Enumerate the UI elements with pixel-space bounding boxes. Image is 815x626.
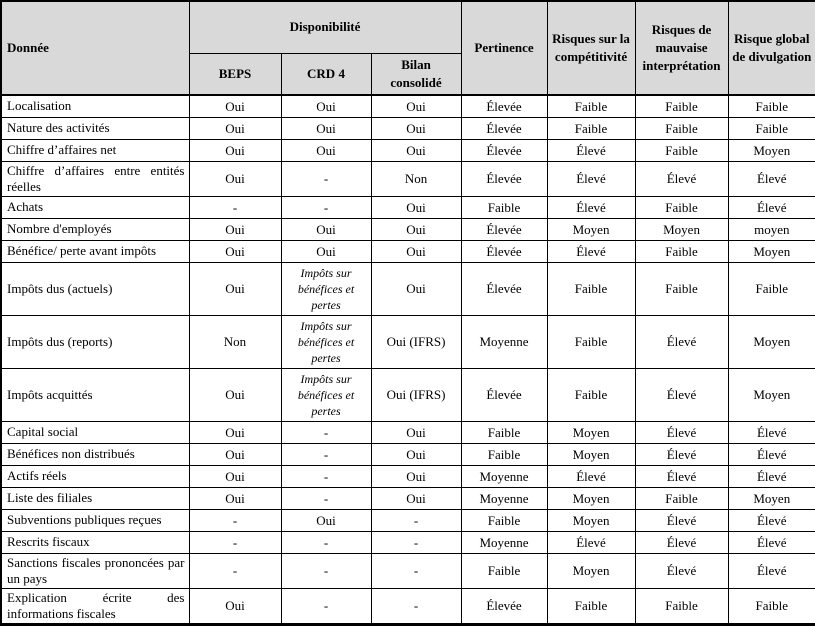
value-cell-competitivite: Moyen [547, 218, 635, 240]
value-cell-bilan: Oui [371, 443, 461, 465]
value-cell-beps: - [189, 531, 281, 553]
value-cell-global: Moyen [728, 487, 815, 509]
header-cell-pertinence: Pertinence [461, 1, 547, 95]
value-cell-competitivite: Faible [547, 588, 635, 624]
value-cell-beps: Oui [189, 95, 281, 118]
value-cell-competitivite: Élevé [547, 531, 635, 553]
value-cell-competitivite: Élevé [547, 139, 635, 161]
value-cell-competitivite: Élevé [547, 196, 635, 218]
value-cell-bilan: Oui [371, 421, 461, 443]
value-cell-competitivite: Moyen [547, 487, 635, 509]
value-cell-interpretation: Moyen [635, 218, 728, 240]
value-cell-pertinence: Élevée [461, 139, 547, 161]
value-cell-pertinence: Moyenne [461, 465, 547, 487]
value-cell-global: Faible [728, 588, 815, 624]
value-cell-beps: Oui [189, 262, 281, 315]
value-cell-pertinence: Élevée [461, 588, 547, 624]
value-cell-crd4: Oui [281, 117, 371, 139]
value-cell-beps: Oui [189, 465, 281, 487]
value-cell-bilan: Oui [371, 465, 461, 487]
table-body [1, 95, 815, 625]
row-label-cell: Chiffre d’affaires net [1, 139, 189, 161]
table-row [1, 240, 815, 262]
row-label-cell: Chiffre d’affaires entre entités réelles [1, 161, 189, 196]
value-cell-bilan: - [371, 588, 461, 624]
value-cell-pertinence: Moyenne [461, 531, 547, 553]
table-row [1, 139, 815, 161]
row-label-cell: Impôts dus (actuels) [1, 262, 189, 315]
value-cell-competitivite: Moyen [547, 509, 635, 531]
value-cell-bilan: Oui [371, 95, 461, 118]
row-label-cell: Liste des filiales [1, 487, 189, 509]
value-cell-beps: Oui [189, 443, 281, 465]
value-cell-pertinence: Élevée [461, 117, 547, 139]
row-label-cell: Sanctions fiscales prononcées par un pays [1, 553, 189, 588]
row-label-cell: Bénéfices non distribués [1, 443, 189, 465]
row-label-cell: Impôts dus (reports) [1, 315, 189, 368]
value-cell-crd4: - [281, 588, 371, 624]
table-row [1, 95, 815, 118]
value-cell-global: Élevé [728, 509, 815, 531]
table-row [1, 531, 815, 553]
value-cell-crd4: Oui [281, 95, 371, 118]
table-row [1, 487, 815, 509]
value-cell-global: Moyen [728, 368, 815, 421]
value-cell-interpretation: Élevé [635, 161, 728, 196]
value-cell-interpretation: Faible [635, 487, 728, 509]
row-label-cell: Actifs réels [1, 465, 189, 487]
value-cell-interpretation: Faible [635, 196, 728, 218]
value-cell-crd4: - [281, 421, 371, 443]
value-cell-beps: Oui [189, 139, 281, 161]
value-cell-interpretation: Élevé [635, 368, 728, 421]
value-cell-beps: Oui [189, 240, 281, 262]
value-cell-competitivite: Moyen [547, 421, 635, 443]
value-cell-interpretation: Élevé [635, 421, 728, 443]
table-row [1, 368, 815, 421]
value-cell-interpretation: Faible [635, 117, 728, 139]
row-label-cell: Capital social [1, 421, 189, 443]
value-cell-bilan: Oui [371, 262, 461, 315]
table-row [1, 161, 815, 196]
value-cell-competitivite: Moyen [547, 443, 635, 465]
table-row [1, 218, 815, 240]
value-cell-interpretation: Faible [635, 240, 728, 262]
header-cell-bilan-consolide: Bilan consolidé [371, 53, 461, 95]
table-row [1, 588, 815, 624]
table-row [1, 117, 815, 139]
value-cell-global: Élevé [728, 465, 815, 487]
header-cell-beps: BEPS [189, 53, 281, 95]
value-cell-competitivite: Faible [547, 117, 635, 139]
value-cell-interpretation: Élevé [635, 315, 728, 368]
value-cell-crd4: - [281, 487, 371, 509]
value-cell-interpretation: Élevé [635, 465, 728, 487]
value-cell-pertinence: Élevée [461, 161, 547, 196]
value-cell-global: Moyen [728, 139, 815, 161]
value-cell-beps: Non [189, 315, 281, 368]
value-cell-pertinence: Faible [461, 421, 547, 443]
value-cell-pertinence: Élevée [461, 262, 547, 315]
value-cell-beps: Oui [189, 588, 281, 624]
value-cell-beps: Oui [189, 421, 281, 443]
value-cell-interpretation: Faible [635, 262, 728, 315]
table-row [1, 196, 815, 218]
value-cell-pertinence: Moyenne [461, 315, 547, 368]
value-cell-interpretation: Élevé [635, 553, 728, 588]
value-cell-crd4: - [281, 196, 371, 218]
value-cell-crd4: Oui [281, 218, 371, 240]
value-cell-beps: Oui [189, 368, 281, 421]
value-cell-bilan: Oui (IFRS) [371, 315, 461, 368]
row-label-cell: Localisation [1, 95, 189, 118]
value-cell-beps: Oui [189, 487, 281, 509]
value-cell-global: Élevé [728, 553, 815, 588]
header-cell-risques-interpretation: Risques de mauvaise interprétation [635, 1, 728, 95]
table-row [1, 443, 815, 465]
value-cell-global: Moyen [728, 240, 815, 262]
value-cell-crd4: - [281, 553, 371, 588]
value-cell-bilan: Oui [371, 218, 461, 240]
table-row [1, 553, 815, 588]
row-label-cell: Explication écrite des informations fiscales [1, 588, 189, 624]
value-cell-bilan: Oui [371, 240, 461, 262]
value-cell-competitivite: Faible [547, 262, 635, 315]
value-cell-crd4: - [281, 161, 371, 196]
value-cell-pertinence: Élevée [461, 95, 547, 118]
value-cell-crd4: - [281, 443, 371, 465]
row-label-cell: Subventions publiques reçues [1, 509, 189, 531]
value-cell-beps: Oui [189, 218, 281, 240]
value-cell-bilan: - [371, 553, 461, 588]
value-cell-pertinence: Élevée [461, 368, 547, 421]
value-cell-crd4: Impôts sur bénéfices et pertes [281, 315, 371, 368]
value-cell-competitivite: Élevé [547, 240, 635, 262]
row-label-cell: Achats [1, 196, 189, 218]
value-cell-beps: - [189, 553, 281, 588]
value-cell-beps: - [189, 509, 281, 531]
row-label-cell: Bénéfice/ perte avant impôts [1, 240, 189, 262]
value-cell-beps: - [189, 196, 281, 218]
value-cell-crd4: - [281, 531, 371, 553]
value-cell-global: Élevé [728, 443, 815, 465]
value-cell-interpretation: Faible [635, 588, 728, 624]
table-row [1, 315, 815, 368]
value-cell-competitivite: Faible [547, 95, 635, 118]
row-label-cell: Rescrits fiscaux [1, 531, 189, 553]
table-row [1, 465, 815, 487]
value-cell-global: moyen [728, 218, 815, 240]
row-label-cell: Nature des activités [1, 117, 189, 139]
value-cell-global: Faible [728, 95, 815, 118]
value-cell-pertinence: Élevée [461, 218, 547, 240]
value-cell-interpretation: Élevé [635, 509, 728, 531]
value-cell-crd4: Oui [281, 139, 371, 161]
value-cell-pertinence: Faible [461, 553, 547, 588]
header-cell-risques-competitivite: Risques sur la compétitivité [547, 1, 635, 95]
value-cell-global: Moyen [728, 315, 815, 368]
value-cell-bilan: Oui [371, 117, 461, 139]
header-cell-risque-global: Risque global de divulgation [728, 1, 815, 95]
value-cell-global: Élevé [728, 531, 815, 553]
value-cell-bilan: Oui (IFRS) [371, 368, 461, 421]
header-cell-crd4: CRD 4 [281, 53, 371, 95]
value-cell-crd4: Impôts sur bénéfices et pertes [281, 368, 371, 421]
value-cell-competitivite: Moyen [547, 553, 635, 588]
value-cell-pertinence: Faible [461, 509, 547, 531]
value-cell-pertinence: Faible [461, 196, 547, 218]
value-cell-bilan: Oui [371, 196, 461, 218]
value-cell-global: Élevé [728, 196, 815, 218]
value-cell-competitivite: Élevé [547, 465, 635, 487]
header-cell-disponibilite: Disponibilité [189, 1, 461, 53]
value-cell-pertinence: Élevée [461, 240, 547, 262]
value-cell-competitivite: Faible [547, 315, 635, 368]
value-cell-crd4: - [281, 465, 371, 487]
value-cell-interpretation: Élevé [635, 443, 728, 465]
table-row [1, 421, 815, 443]
table-row [1, 262, 815, 315]
value-cell-global: Élevé [728, 161, 815, 196]
value-cell-bilan: - [371, 509, 461, 531]
value-cell-interpretation: Élevé [635, 531, 728, 553]
value-cell-pertinence: Moyenne [461, 487, 547, 509]
value-cell-bilan: Oui [371, 139, 461, 161]
value-cell-bilan: Oui [371, 487, 461, 509]
value-cell-interpretation: Faible [635, 139, 728, 161]
table-header [1, 1, 815, 95]
header-cell-donnee: Donnée [1, 1, 189, 95]
value-cell-global: Faible [728, 262, 815, 315]
value-cell-pertinence: Faible [461, 443, 547, 465]
value-cell-crd4: Impôts sur bénéfices et pertes [281, 262, 371, 315]
value-cell-beps: Oui [189, 117, 281, 139]
value-cell-global: Élevé [728, 421, 815, 443]
row-label-cell: Nombre d'employés [1, 218, 189, 240]
value-cell-interpretation: Faible [635, 95, 728, 118]
table-row [1, 509, 815, 531]
value-cell-beps: Oui [189, 161, 281, 196]
value-cell-competitivite: Faible [547, 368, 635, 421]
row-label-cell: Impôts acquittés [1, 368, 189, 421]
value-cell-crd4: Oui [281, 509, 371, 531]
value-cell-competitivite: Élevé [547, 161, 635, 196]
value-cell-global: Faible [728, 117, 815, 139]
value-cell-bilan: - [371, 531, 461, 553]
value-cell-bilan: Non [371, 161, 461, 196]
value-cell-crd4: Oui [281, 240, 371, 262]
